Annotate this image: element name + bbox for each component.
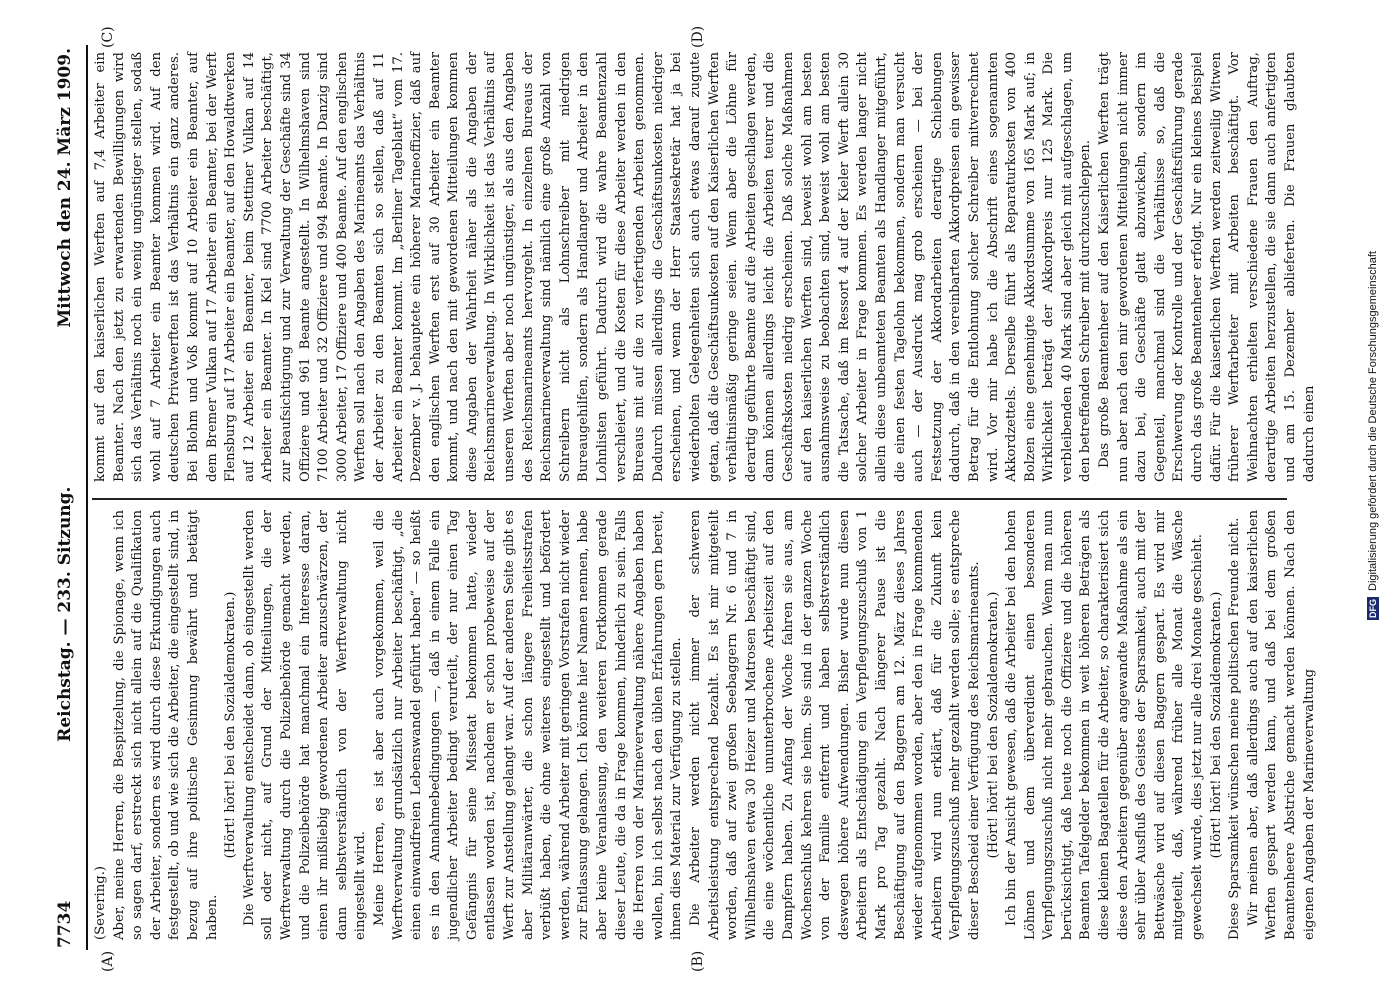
page-number: 7734	[55, 900, 75, 948]
margin-letter-c: (C)	[100, 26, 116, 48]
margin-letter-a: (A)	[100, 950, 116, 972]
paragraph: Meine Herren, es ist aber auch vorgekommen, weil die Werftverwaltung grundsätzlich nur Arbeiter beschäftigt, „die einen einwandfreien Lebenswandel geführt haben“ — so heißt es in den Annahmebedingungen —, daß in einem Falle ein jugendlicher Arbeiter bedingt verurteilt, der nur einen Tag Gefängnis für seine Missetat bekommen hatte, wieder entlassen worden ist, nachdem er schon probeweise auf der Werft zur Anstellung gelangt war. Auf der anderen Seite gibt es aber Militäranwärter, die schon längere Freiheitsstrafen verbüßt haben, die ohne weiteres eingestellt und befördert werden, während Arbeiter mit geringen Vorstrafen nicht wieder zur Entlassung gelangen. Ich könnte hier Namen nennen, habe aber keine Veranlassung, den weiteren Fortkommen gerade dieser Leute, die da in Frage kommen, hinderlich zu sein. Falls die Herren von der Marineverwaltung nähere Angaben haben wollen, bin ich selbst nach den üblen Erfahrungen gern bereit, ihnen dies Material zur Verfügung zu stellen.	[371, 510, 685, 940]
paragraph: Aber, meine Herren, die Bespitzelung, die Spionage, wenn ich so sagen darf, erstreckt sich nicht allein auf die Qualifikation der Arbeiter, sondern es wird durch diese Erkundigungen auch festgestellt, ob und wie sich die Arbeiter, die eingestellt sind, in bezug auf ihre politische Gesinnung bewährt und betätigt haben.	[111, 510, 220, 940]
paragraph: (Hört! hört! bei den Sozialdemokraten.)	[1208, 591, 1224, 859]
paragraph: kommt auf den kaiserlichen Werften auf 7,4 Arbeiter ein Beamter. Nach den jetzt zu erwartenden Bewilligungen wird sich das Verhältnis noch ein wenig ungünstiger stellen, sodaß wohl auf 7 Arbeiter ein Beamter kommen wird. Auf den deutschen Privatwerften ist das Verhältnis ein ganz anderes. Bei Blohm und Voß kommt auf 10 Arbeiter ein Beamter, auf dem Bremer Vulkan auf 17 Arbeiter ein Beamter, bei der Werft Flensburg auf 17 Arbeiter ein Beamter, auf den Howaldtwerken auf 12 Arbeiter ein Beamter, beim Stettiner Vulkan auf 14 Arbeiter ein Beamter. In Kiel sind 7700 Arbeiter beschäftigt, zur Beaufsichtigung und zur Verwaltung der Geschäfte sind 34 Offiziere und 961 Beamte angestellt. In Wilhelmshaven sind 7100 Arbeiter und 32 Offiziere und 994 Beamte. In Danzig sind 3000 Arbeiter, 17 Offiziere und 400 Beamte. Auf den englischen Werften soll nach den Angaben des Marineamts das Verhältnis der Arbeiter zu den Beamten sich so stellen, daß auf 11 Arbeiter ein Beamter kommt. Im „Berliner Tageblatt“ vom 17. Dezember v. J. behauptete ein höherer Marineoffizier, daß auf den englischen Werften erst auf 30 Arbeiter ein Beamter kommt, und nach den mit gewordenen Mitteilungen kommen diese Angaben der Wahrheit näher als die Angaben der Reichsmarineverwaltung. In Wirklichkeit ist das Verhältnis auf unseren Werften aber noch ungünstiger, als aus den Angaben des Reichsmarineamts hervorgeht. In einzelnen Bureaus der Reichsmarineverwaltung sind nämlich eine große Anzahl von Schreibern nicht als Lohnschreiber mit niedrigen Bureaugehilfen, sondern als Handlanger und Arbeiter in den Lohnlisten geführt. Dadurch wird die wahre Beamtenzahl verschleiert, und die Kosten für diese Arbeiter werden in den Bureaus mit auf die zu verfertigenden Arbeiten genommen. Dadurch müssen allerdings die Geschäftsunkosten niedriger erscheinen, und wenn der Herr Staatssekretär hat ja bei wiederholten Gelegenheiten sich auch etwas darauf zugute getan, daß die Geschäftsunkosten auf den Kaiserlichen Werften verhältnismäßig geringe seien. Wenn aber die Löhne für derartig geführte Beamte auf die Arbeiten geschlagen werden, dann können allerdings leicht die Arbeiten teurer und die Geschäftskosten niedrig erscheinen. Daß solche Maßnahmen auf den kaiserlichen Werften sind, beweist wohl am besten ausnahmsweise zu beobachten sind, beweist wohl am besten die Tatsache, daß im Ressort 4 auf der Kieler Werft allein 30 solcher Arbeiter in Frage kommen. Es werden langer nicht allein diese unbeamteten Beamten als Handlanger mitgeführt, die einen festen Tagelohn bekommen, sondern man versucht auch — der Ausdruck mag grob erscheinen — bei der Festsetzung der Akkordarbeiten derartige Schiebungen dadurch, daß in den vereinbarten Akkordpreisen ein gewisser Betrag für die Entlohnung solcher Schreiber mitverrechnet wird. Vor mir habe ich die Abschrift eines sogenannten Akkordzettels. Derselbe führt als Reparaturkosten von 400 Bolzen eine genehmigte Akkordsumme von 165 Mark auf; in Wirklichkeit beträgt der Akkordpreis nur 125 Mark. Die verbleibenden 40 Mark sind aber gleich mit aufgeschlagen, um den betreffenden Schreiber mit durchzuschleppen.	[93, 52, 1094, 482]
left-column	[92, 510, 1317, 940]
paragraph: Ich bin der Ansicht gewesen, daß die Arbeiter bei den hohen Löhnen und dem überverdient einen besonderen Verpflegungszuschuß nicht mehr gebrauchen. Wenn man nun berücksichtigt, daß heute noch die Offiziere und die höheren Beamten Tafelgelder bekommen in weit höheren Beträgen als diese kleinen Bagatellen für die Arbeiter, so charakterisiert sich diese den Arbeitern gegenüber angewandte Maßnahme als ein sehr übler Ausfluß des Geistes der Sparsamkeit, auch mit der Bettwäsche wird auf diesen Baggern gespart. Es wird mir mitgeteilt, daß, während früher alle Monat die Wäsche gewechselt wurde, dies jetzt nur alle drei Monate geschieht.	[1004, 510, 1206, 940]
paragraph: (Hört! hört! bei den Sozialdemokraten.)	[223, 591, 239, 859]
header-left-title: Reichstag. — 233. Sitzung.	[55, 486, 75, 742]
paragraph: (Hört! hört! bei den Sozialdemokraten.)	[985, 591, 1001, 859]
header-right-title: Mittwoch den 24. März 1909.	[55, 48, 75, 328]
dfg-logo: DFG	[1368, 599, 1378, 618]
paragraph: Diese Sparsamkeit wünschen meine politischen Freunde nicht.	[1227, 517, 1243, 940]
margin-letter-d: (D)	[690, 25, 706, 48]
paragraph: (Severing.)	[93, 865, 108, 940]
paragraph: Das große Beamtenheer auf den Kaiserlichen Werften trägt nun aber nach den mir gewordenen Mitteilungen nicht immer dazu bei, die Geschäfte glatt abzuwickeln, sondern im Gegenteil, manchmal sind die Verhältnisse so, daß die Erschwerung der Kontrolle und der Geschäftsführung gerade durch das große Beamtenheer erfolgt. Nur ein kleines Beispiel dafür. Für die kaiserlichen Werften werden zeitweilig Witwen früherer Werftarbeiter mit Arbeiten beschäftigt. Vor Weihnachten erhielten verschiedene Frauen den Auftrag, derartige Arbeiten herzustellen, die sie dann auch anfertigten und am 15. Dezember ablieferten. Die Frauen glaubten dadurch einen	[1097, 52, 1317, 482]
paragraph: Die Arbeiter werden nicht immer der schweren Arbeitsleistung entsprechend bezahlt. Es ist mir mitgeteilt worden, daß auf zwei großen Seebaggern Nr. 6 und 7 in Wilhelmshaven etwa 30 Heizer und Matrosen beschäftigt sind, die eine wöchentliche ununterbrochene Arbeitszeit auf den Dampfern haben. Zu Anfang der Woche fahren sie aus, am Wochenschluß kehren sie heim. Sie sind in der ganzen Woche von der Familie entfernt und haben selbstverständlich deswegen höhere Aufwendungen. Bisher wurde nun diesen Arbeitern als Entschädigung ein Verpflegungszuschuß von 1 Mark pro Tag gezahlt. Nach längerer Pause ist die Beschäftigung auf den Baggern am 12. März dieses Jahres wieder aufgenommen worden, aber den in Frage kommenden Arbeitern wird nun erklärt, daß für die Zukunft kein Verpflegungszuschuß mehr gezahlt werden solle; es entspreche dieser Bescheid einer Verfügung des Reichsmarineamts.	[688, 510, 982, 940]
margin-letter-b: (B)	[690, 950, 706, 972]
column-divider	[92, 499, 1287, 501]
paragraph: Wir meinen aber, daß allerdings auch auf den kaiserlichen Werften gespart werden kann, und daß bei dem großen Beamtenheere Abstriche gemacht werden können. Nach den eigenen Angaben der Marineverwaltung	[1245, 510, 1317, 940]
paragraph: Die Werftverwaltung entscheidet dann, ob eingestellt werden soll oder nicht, auf Grund der Mitteilungen, die der Werftverwaltung durch die Polizeibehörde gemacht werden, und die Polizeibehörde hat manchmal ein Interesse daran, einen ihr mißliebig gewordenen Arbeiter anzuschwärzen, der dann selbstverständlich von der Werftverwaltung nicht eingestellt wird.	[241, 510, 369, 940]
header-rule	[86, 45, 88, 950]
right-column	[92, 52, 1317, 482]
digitization-credit	[1367, 20, 1379, 620]
credit-text: Digitalisierung gefördert durch die Deutsche Forschungsgemeinschaft	[1367, 251, 1379, 591]
page-header	[48, 48, 82, 948]
